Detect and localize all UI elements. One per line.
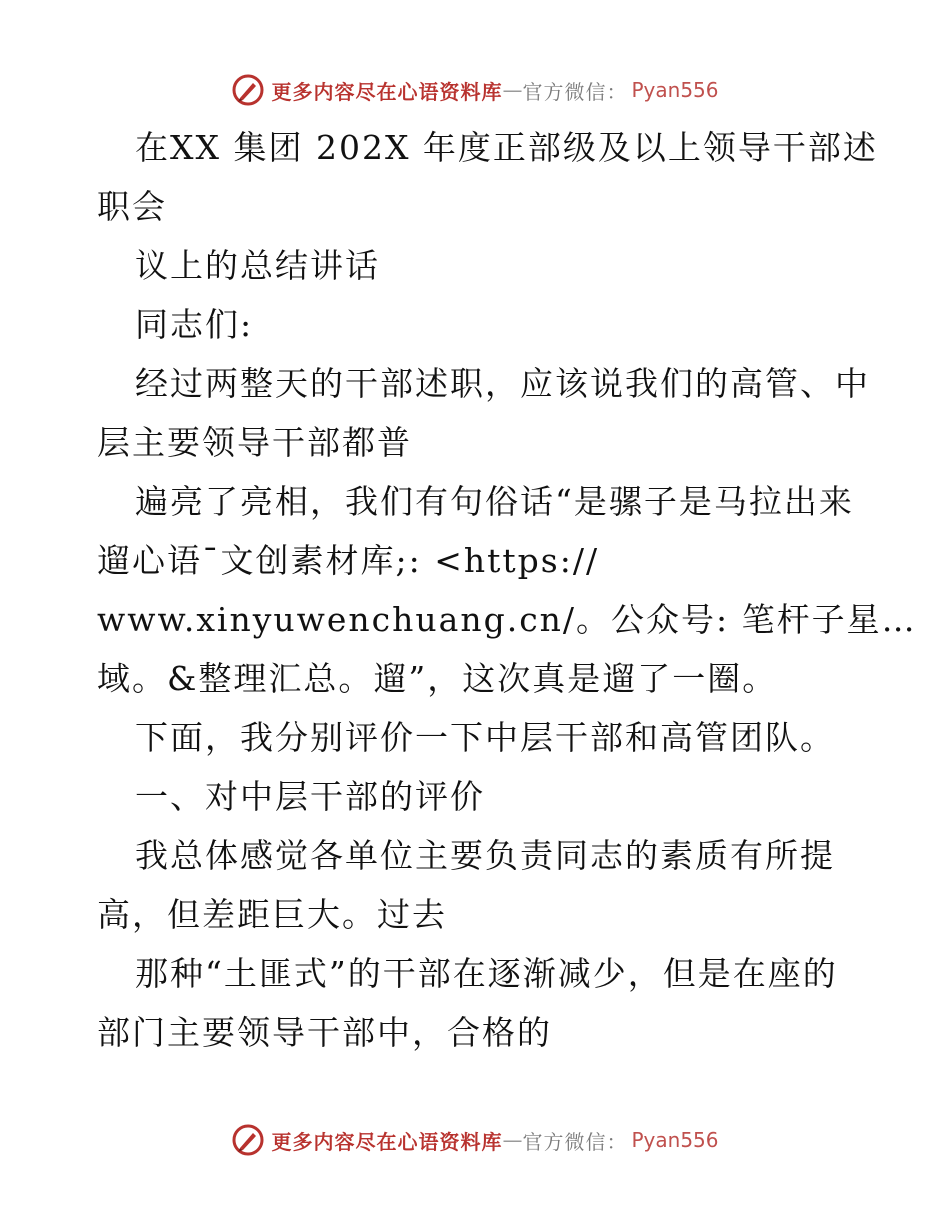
banner-separator: —	[502, 1128, 523, 1152]
pen-logo-icon	[231, 1123, 265, 1157]
paragraph-line: 遍亮了亮相，我们有句俗话“是骡子是马拉出来	[135, 482, 854, 521]
banner-wechat-id: Pyan556	[631, 1128, 719, 1152]
paragraph-line: 我总体感觉各单位主要负责同志的素质有所提	[135, 836, 835, 875]
paragraph-line: 部门主要领导干部中，合格的	[97, 1013, 552, 1052]
banner-main-text: 更多内容尽在心语资料库	[271, 1129, 503, 1154]
paragraph-line: www.xinyuwenchuang.cn/。公众号: 笔杆子星…	[97, 600, 917, 639]
salutation: 同志们:	[135, 305, 254, 344]
banner-wechat-id: Pyan556	[631, 78, 719, 102]
document-body	[97, 118, 917, 1062]
banner-separator: —	[502, 78, 523, 102]
banner-wechat-label: 官方微信：	[522, 1129, 628, 1154]
paragraph-line: 高，但差距巨大。过去	[97, 895, 447, 934]
pen-logo-icon	[231, 73, 265, 107]
header-banner	[0, 70, 950, 110]
footer-banner	[0, 1120, 950, 1160]
title-line-3: 议上的总结讲话	[135, 246, 380, 285]
paragraph-line: 遛心语¯文创素材库;: <https://	[97, 541, 600, 580]
paragraph-line: 域。&整理汇总。遛”，这次真是遛了一圈。	[97, 659, 778, 698]
banner-main-text: 更多内容尽在心语资料库	[271, 79, 503, 104]
title-line-1: 在XX 集团 202X 年度正部级及以上领导干部述	[135, 128, 878, 167]
paragraph-line: 下面，我分别评价一下中层干部和高管团队。	[135, 718, 835, 757]
title-line-2: 职会	[97, 187, 167, 226]
banner-wechat-label: 官方微信：	[522, 79, 628, 104]
paragraph-line: 层主要领导干部都普	[97, 423, 412, 462]
paragraph-line: 经过两整天的干部述职，应该说我们的高管、中	[135, 364, 870, 403]
section-heading: 一、对中层干部的评价	[135, 777, 485, 816]
paragraph-line: 那种“土匪式”的干部在逐渐减少，但是在座的	[135, 954, 838, 993]
